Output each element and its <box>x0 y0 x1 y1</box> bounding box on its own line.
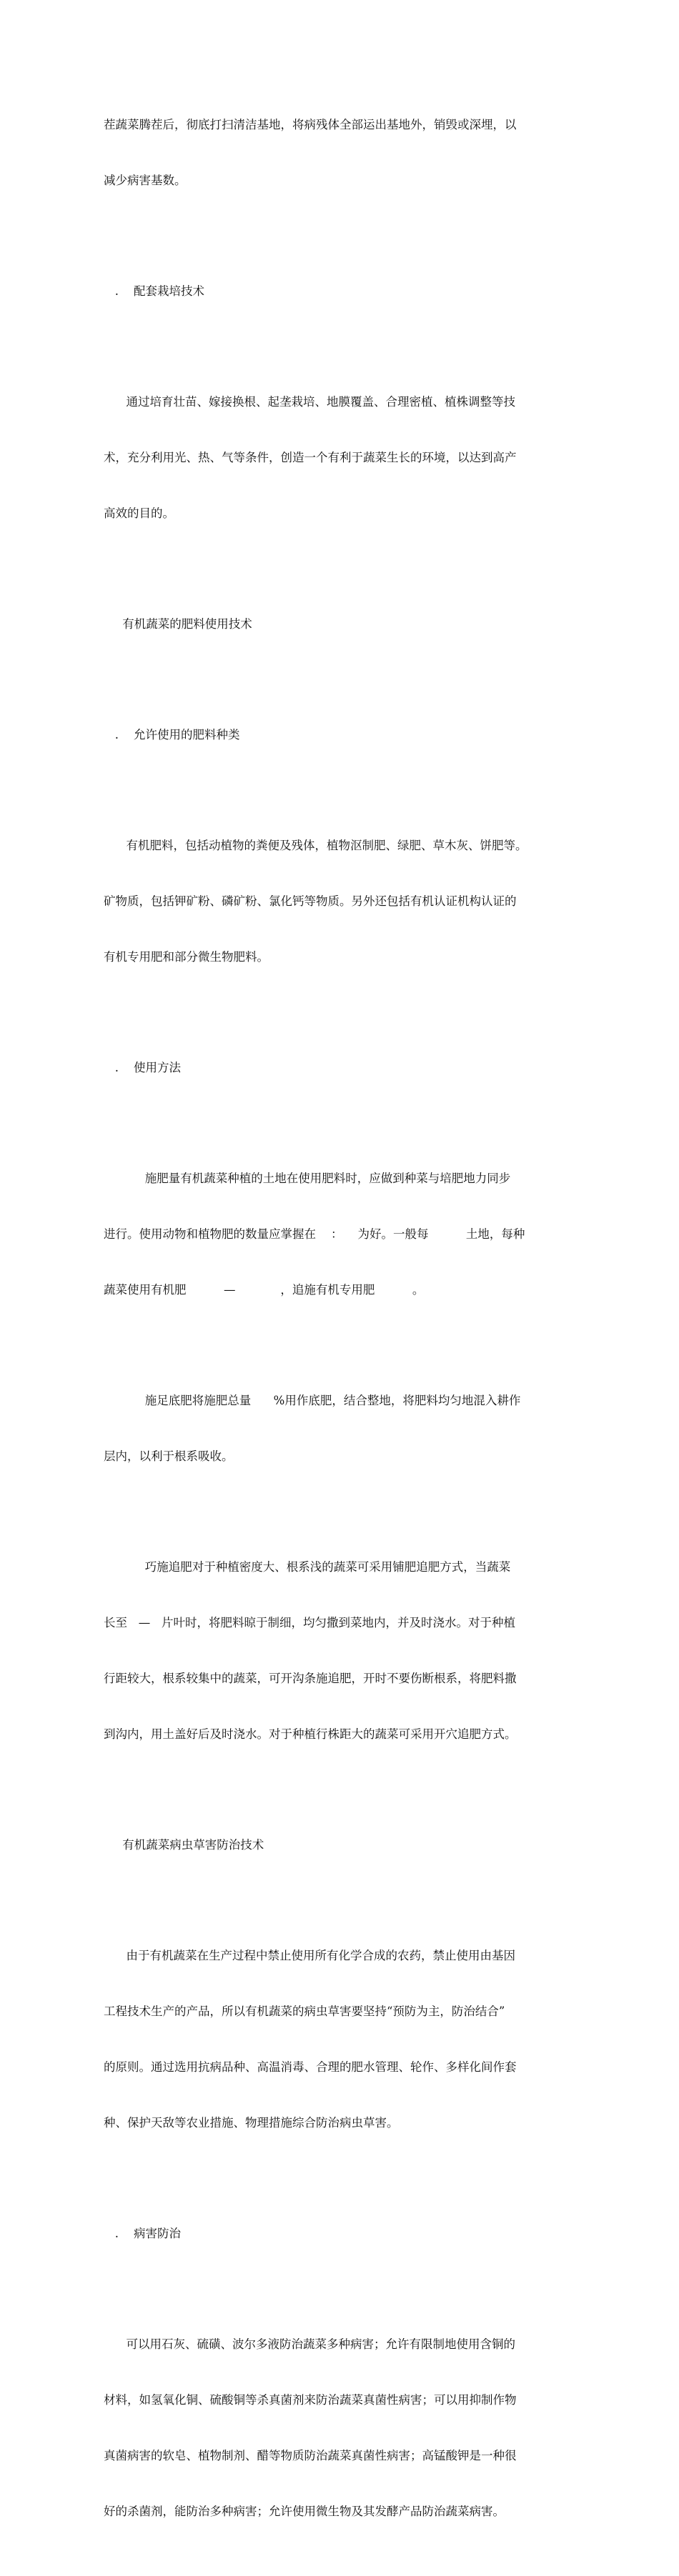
subsection-heading-usage <box>104 1022 577 1114</box>
text-line: 矿物质，包括钾矿粉、磷矿粉、氯化钙等物质。另外还包括有机认证机构认证的 <box>104 894 517 908</box>
section-heading-cultivation <box>104 245 577 338</box>
text-line: 有机专用肥和部分微生物肥料。 <box>104 950 269 964</box>
text-line: 施肥量有机蔬菜种植的土地在使用肥料时，应做到种菜与培肥地力同步 <box>104 1172 511 1185</box>
text-line: 茬蔬菜腾茬后，彻底打扫清洁基地，将病残体全部运出基地外，销毁或深埋，以 <box>104 118 517 131</box>
text-line: 好的杀菌剂，能防治多种病害；允许使用微生物及其发酵产品防治蔬菜病害。 <box>104 2505 505 2518</box>
heading-text: 有机蔬菜的肥料使用技术 <box>104 617 252 631</box>
heading-text: . 病害防治 <box>104 2227 181 2240</box>
text-line: 高效的目的。 <box>104 506 174 520</box>
text-line: 到沟内，用土盖好后及时浇水。对于种植行株距大的蔬菜可采用开穴追肥方式。 <box>104 1727 517 1741</box>
heading-text: 有机蔬菜病虫草害防治技术 <box>104 1838 264 1852</box>
paragraph-allowed-fertilizer <box>104 799 577 1004</box>
text-line: 长至 — 片叶时，将肥料晾于制细，均匀撒到菜地内，并及时浇水。对于种植 <box>104 1616 515 1629</box>
heading-text: . 允许使用的肥料种类 <box>104 728 240 742</box>
section-heading-pest-control <box>104 1799 577 1892</box>
paragraph-cleanup <box>104 79 577 227</box>
subsection-heading-allowed-fertilizer <box>104 689 577 782</box>
text-line: 的原则。通过选用抗病品种、高温消毒、合理的肥水管理、轮作、多样化间作套 <box>104 2060 517 2074</box>
text-line: 减少病害基数。 <box>104 174 187 187</box>
paragraph-cultivation <box>104 356 577 560</box>
text-line: 有机肥料，包括动植物的粪便及残体，植物沤制肥、绿肥、草木灰、饼肥等。 <box>104 839 527 852</box>
subsection-heading-disease-control <box>104 2187 577 2280</box>
section-heading-fertilizer <box>104 578 577 671</box>
heading-text: . 配套栽培技术 <box>104 284 204 298</box>
paragraph-disease-control <box>104 2298 577 2558</box>
text-line: 施足底肥将施肥总量 %用作底肥，结合整地，将肥料均匀地混入耕作 <box>104 1394 521 1407</box>
text-line: 真菌病害的软皂、植物制剂、醋等物质防治蔬菜真菌性病害；高锰酸钾是一种很 <box>104 2449 517 2462</box>
text-line: 材料，如氢氧化铜、硫酸铜等杀真菌剂来防治蔬菜真菌性病害；可以用抑制作物 <box>104 2393 517 2407</box>
text-line: 工程技术生产的产品，所以有机蔬菜的病虫草害要坚持“预防为主，防治结合” <box>104 2005 505 2018</box>
text-line: 行距较大，根系较集中的蔬菜，可开沟条施追肥，开时不要伤断根系，将肥料撒 <box>104 1672 517 1685</box>
document-page <box>104 79 577 2576</box>
paragraph-base-fertilizer <box>104 1354 577 1503</box>
text-line: 层内，以利于根系吸收。 <box>104 1449 234 1463</box>
text-line: 可以用石灰、硫磺、波尔多液防治蔬菜多种病害；允许有限制地使用含铜的 <box>104 2337 515 2351</box>
text-line: 由于有机蔬菜在生产过程中禁止使用所有化学合成的农药，禁止使用由基因 <box>104 1949 515 1962</box>
paragraph-top-dressing <box>104 1521 577 1781</box>
paragraph-pest-control <box>104 1909 577 2170</box>
text-line: 种、保护天敌等农业措施、物理措施综合防治病虫草害。 <box>104 2116 399 2130</box>
text-line: 巧施追肥对于种植密度大、根系浅的蔬菜可采用铺肥追肥方式，当蔬菜 <box>104 1560 511 1574</box>
paragraph-fertilizer-amount <box>104 1132 577 1337</box>
text-line: 通过培育壮苗、嫁接换根、起垄栽培、地膜覆盖、合理密植、植株调整等技 <box>104 395 515 409</box>
text-line: 进行。使用动物和植物肥的数量应掌握在 ： 为好。一般每 土地，每种 <box>104 1227 525 1241</box>
text-line: 蔬菜使用有机肥 — ，追施有机专用肥 。 <box>104 1283 425 1297</box>
text-line: 术，充分利用光、热、气等条件，创造一个有利于蔬菜生长的环境，以达到高产 <box>104 451 517 464</box>
heading-text: . 使用方法 <box>104 1061 181 1074</box>
